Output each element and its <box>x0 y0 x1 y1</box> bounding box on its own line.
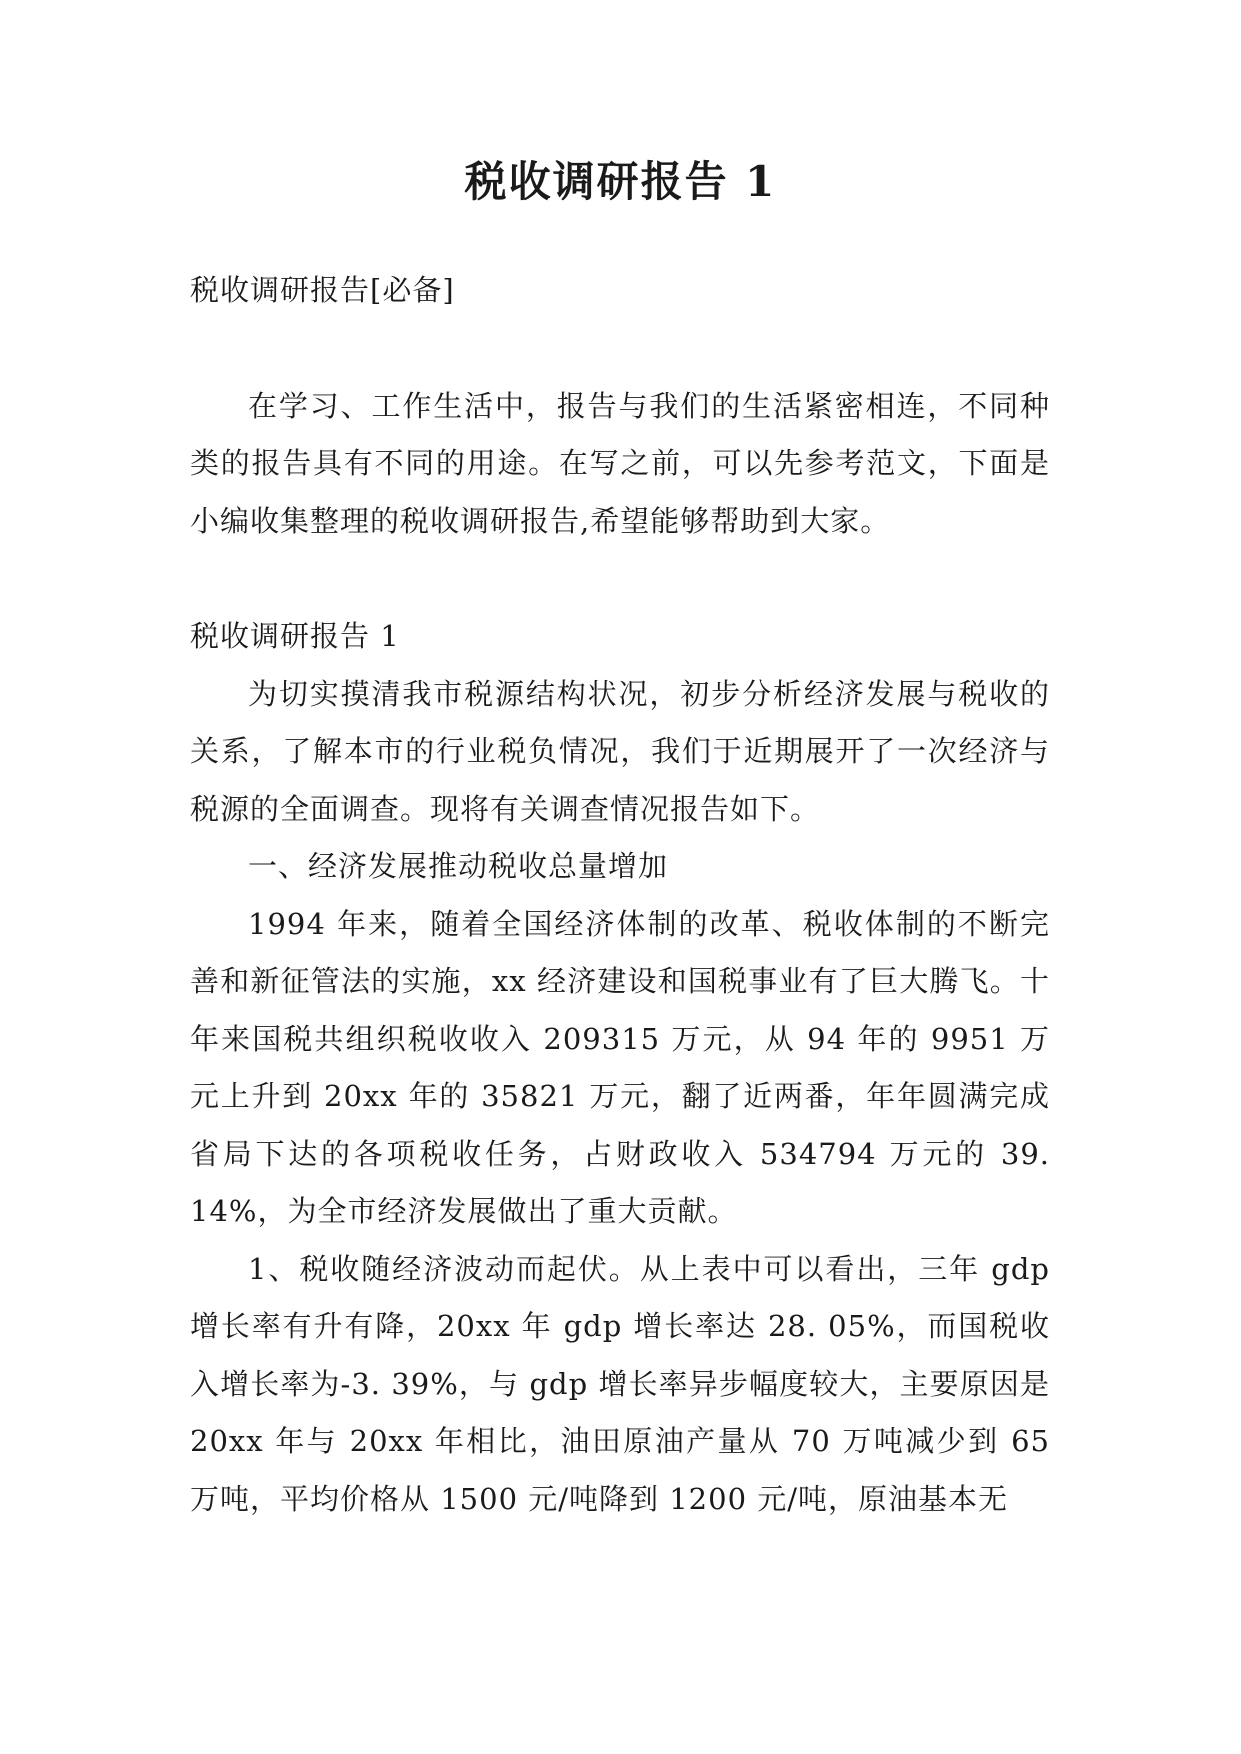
paragraph-3: 1、税收随经济波动而起伏。从上表中可以看出，三年 gdp 增长率有升有降，20xx 年 gdp 增长率达 28. 05%，而国税收入增长率为-3. 39%，与 gdp 增长率异步幅度较大，主要原因是 20xx 年与 20xx 年相比，油田原油产量从 70 万吨减少到 65 万吨，平均价格从 1500 元/吨降到 1200 元/吨，原油基本无 <box>190 1251 1050 1516</box>
paragraph-1: 为切实摸清我市税源结构状况，初步分析经济发展与税收的关系，了解本市的行业税负情况，我们于近期展开了一次经济与税源的全面调查。现将有关调查情况报告如下。 <box>190 676 1050 826</box>
intro-paragraph: 在学习、工作生活中，报告与我们的生活紧密相连，不同种类的报告具有不同的用途。在写之前，可以先参考范文，下面是小编收集整理的税收调研报告,希望能够帮助到大家。 <box>190 388 1050 538</box>
document-subtitle: 税收调研报告[必备] <box>190 273 455 307</box>
section-heading-1: 一、经济发展推动税收总量增加 <box>248 849 669 883</box>
document-body <box>190 262 1050 1528</box>
section-title: 税收调研报告 1 <box>190 619 400 653</box>
paragraph-2: 1994 年来，随着全国经济体制的改革、税收体制的不断完善和新征管法的实施，xx 经济建设和国税事业有了巨大腾飞。十年来国税共组织税收收入 209315 万元，从 94 年的 9951 万元上升到 20xx 年的 35821 万元，翻了近两番，年年圆满完成省局下达的各项税收任务，占财政收入 534794 万元的 39. 14%，为全市经济发展做出了重大贡献。 <box>190 906 1050 1228</box>
document-title: 税收调研报告 1 <box>464 157 777 206</box>
